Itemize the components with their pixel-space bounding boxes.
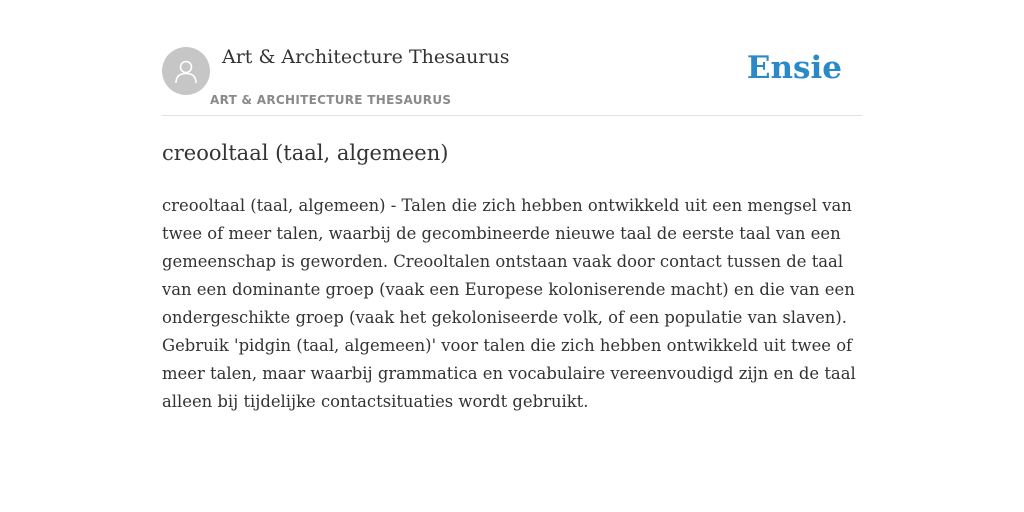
brand-logo[interactable]: Ensie bbox=[746, 50, 842, 86]
author-avatar[interactable] bbox=[162, 47, 210, 95]
definition-card bbox=[162, 0, 862, 512]
user-icon bbox=[172, 57, 200, 85]
page-title: creooltaal (taal, algemeen) bbox=[162, 141, 449, 165]
source-label: ART & ARCHITECTURE THESAURUS bbox=[210, 93, 452, 107]
author-name[interactable]: Art & Architecture Thesaurus bbox=[222, 46, 510, 68]
card-header bbox=[162, 0, 862, 116]
definition-text: creooltaal (taal, algemeen) - Talen die zich hebben ontwikkeld uit een mengsel van twee of meer talen, waarbij de gecombineerde nieuwe taal de eerste taal van een gemeenschap is geworden. Creooltalen ontstaan vaak door contact tussen de taal van een dominante groep (vaak een Europese koloniserende macht) en die van een ondergeschikte groep (vaak het gekoloniseerde volk, of een populatie van slaven). Gebruik 'pidgin (taal, algemeen)' voor talen die zich hebben ontwikkeld uit twee of meer talen, maar waarbij grammatica en vocabulaire vereenvoudigd zijn en de taal alleen bij tijdelijke contactsituaties wordt gebruikt. bbox=[162, 196, 856, 411]
